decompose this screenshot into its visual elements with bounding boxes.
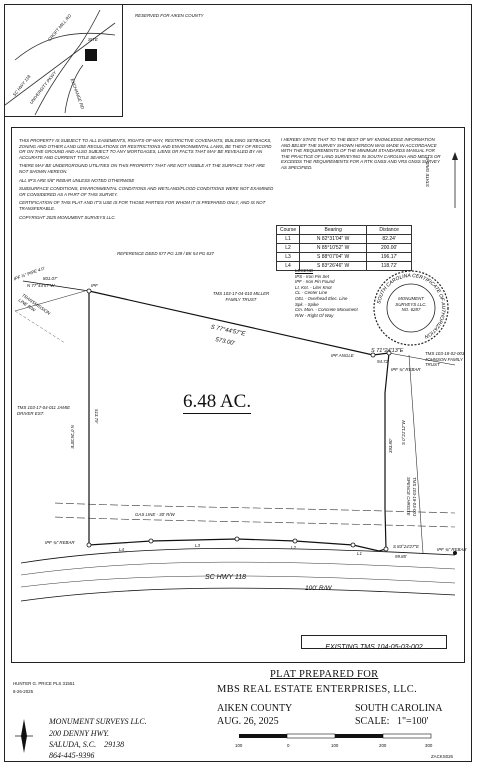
note-3: ALL IP'S ARE 5/8" REBAR UNLESS NOTED OTHERWISE xyxy=(19,177,135,183)
scale-tick-2: 100 xyxy=(331,743,339,748)
label-tms-left: TMS 103-17-04-011 JAMIE DRIVER EST. xyxy=(17,405,71,416)
company-name: MONUMENT SURVEYS LLC. xyxy=(49,717,147,726)
reference-deed: REFERENCE DEED 577 PG 139 / BK 54 PG 637 xyxy=(117,251,214,256)
north-arrow xyxy=(445,150,465,210)
legend-item: CL - Center Line xyxy=(295,290,328,296)
company-city: SALUDA, S.C. 29138 xyxy=(49,740,125,749)
line-bearing: S 83°26'46" W xyxy=(300,262,367,271)
seal-outer-text: SOUTH CAROLINA CERTIFICATE OF AUTHORIZATION xyxy=(376,272,447,340)
seal-line: MONUMENT xyxy=(398,296,424,301)
label-ipf-rebar-left: IPF ¾" REBAR xyxy=(45,540,75,545)
legend-item: IPS - Iron Pin Set xyxy=(295,273,329,279)
survey-date: 8-26-2025 xyxy=(13,689,34,694)
label-L4: L4 xyxy=(119,547,124,552)
table-row xyxy=(277,235,412,244)
existing-tms: EXISTING TMS 104-05-03-002 xyxy=(325,644,423,651)
label-gas-line: GAS LINE - 30' R/W xyxy=(135,512,175,517)
company-phone: 864-445-9396 xyxy=(49,751,95,760)
label-tms-right: TMS 103-18-02-003 JOHNSON FAMILY TRUST xyxy=(425,351,465,368)
legend-item: R/W - Right Of Way xyxy=(295,312,334,318)
legend-item: Spk. - Spike xyxy=(295,301,319,307)
certification-statement: I HEREBY STATE THAT TO THE BEST OF MY KNOWLEDGE INFORMATION AND BELIEF THE SURVEY SHOWN HEREON WAS MADE IN ACCORDANCE WITH THE REQUIREMENTS OF THE MINIMUM STANDARDS MANUAL FOR THE PRACTICE OF LAND SURVEYING IN SOUTH CAROLINA AND MEETS OR EXCEEDS THE REQUIREMENTS FOR A RTK GNSS AND VRS GNSS SURVEY AS SPECIFIED. xyxy=(281,137,441,170)
label-ipf-pipe: IPF ¾" PIPE 4.0' xyxy=(13,265,46,282)
plat-sheet xyxy=(4,4,472,762)
legend-title: LEGEND xyxy=(295,268,314,273)
line-bearing: N 82°31'04" W xyxy=(300,235,367,244)
line-course: L3 xyxy=(277,253,300,262)
road-label-univ: UNIVERSITY PKWY xyxy=(28,70,58,106)
line-distance: 118.72' xyxy=(367,262,412,271)
label-ipf-rebar-right: IPF ¾" REBAR xyxy=(391,367,421,372)
legend-item: Lt. Knt. - Liter Knot xyxy=(295,284,332,290)
line-distance: 82.24' xyxy=(367,235,412,244)
label-west-bearing: N 0°26'30"E xyxy=(70,425,75,449)
label-right-dist: 94.72' xyxy=(377,359,389,364)
scale-tick-1: 0 xyxy=(287,743,290,748)
company-street: 200 DENNY HWY. xyxy=(49,729,109,738)
county-label: AIKEN COUNTY xyxy=(217,703,293,714)
label-transmission: TRANSMISSION LINE R/W xyxy=(17,292,52,316)
road-label-croft: CROFT MILL RD xyxy=(46,13,73,43)
line-bearing: S 88°07'04" W xyxy=(300,253,367,262)
note-4: SUBSURFACE CONDITIONS, ENVIRONMENTAL CONDITIONS AND WETLAND/FLOOD CONDITIONS WERE NOT EXAMINED OR CONSIDERED AS A PART OF THIS SURVEY. xyxy=(19,186,274,197)
line-distance: 200.00' xyxy=(367,244,412,253)
note-5: CERTIFICATION OF THIS PLAT AND IT'S USE IS FOR THOSE PARTIES FOR WHOM IT IS PREPARED ONLY, AND IS NOT TRANSFERABLE. xyxy=(19,200,266,211)
scale-tick-4: 300 xyxy=(425,743,433,748)
state-grid-label: STATE GRID N xyxy=(425,156,430,187)
label-hwy: SC HWY 118 xyxy=(205,574,246,581)
legend-item: Cm. Mon. - Concrete Monument xyxy=(295,307,358,313)
site-label: SITE xyxy=(88,37,98,42)
existing-tms-box xyxy=(301,635,447,649)
label-tms-right2: TMS 103-18-03-001 SPENCE CHRISTE xyxy=(406,477,417,517)
vicinity-map xyxy=(5,5,123,117)
general-notes xyxy=(19,138,274,223)
scale-tick-3: 200 xyxy=(379,743,387,748)
label-top-bearing: S 77°44'57"E xyxy=(209,324,246,338)
line-table-header-distance: Distance xyxy=(367,226,412,235)
label-north-dist: 801.07' xyxy=(43,276,58,281)
seal-line: NO. 6287 xyxy=(401,307,421,313)
scale-label: SCALE: 1"=100' xyxy=(355,716,429,727)
surveyor-name: HUNTER G. PRICE PLS 31551 xyxy=(13,681,75,686)
line-table-header-bearing: Bearing xyxy=(300,226,367,235)
note-2: THERE MAY BE UNDERGROUND UTILITIES ON THIS PROPERTY THAT ARE NOT VISIBLE AT THE SURFACE THAT ARE NOT SHOWN HEREON. xyxy=(19,163,265,174)
label-se-bearing: S 83°24'27"E xyxy=(393,544,419,549)
label-east-dist: 393.80' xyxy=(388,438,393,453)
note-6: COPYRIGHT 2025 MONUMENT SURVEYS LLC. xyxy=(19,214,116,220)
label-ipf-top: IPF xyxy=(91,283,98,288)
date-label: AUG. 26, 2025 xyxy=(217,716,279,727)
label-west-dist: 513.79' xyxy=(94,409,99,424)
line-course: L1 xyxy=(277,235,300,244)
line-course: L4 xyxy=(277,262,300,271)
label-L3: L3 xyxy=(195,543,200,548)
label-se-dist: 99.85' xyxy=(395,554,407,559)
title-line-2: MBS REAL ESTATE ENTERPRISES, LLC. xyxy=(217,684,418,695)
line-course: L2 xyxy=(277,244,300,253)
site-marker xyxy=(85,49,97,61)
legend-item: OEL - Overhead Elec. Line xyxy=(295,295,348,301)
label-L2: L2 xyxy=(291,545,296,550)
road-label-hwy: SC HWY 118 xyxy=(11,73,32,98)
scale-bar xyxy=(237,732,437,742)
reserved-label: RESERVED FOR AIKEN COUNTY xyxy=(135,13,204,18)
label-tms-top: TMS 103-17-04-010 MILLER FAMILY TRUST xyxy=(212,291,270,302)
label-right-bearing: S 71°24'13"E xyxy=(371,348,404,354)
line-distance: 196.17' xyxy=(367,253,412,262)
legend-item: IPF - Iron Pin Found xyxy=(295,279,335,285)
label-L1: L1 xyxy=(357,551,362,556)
line-bearing: N 85°10'52" W xyxy=(300,244,367,253)
label-north-bearing: N 77°44'57"W xyxy=(27,283,55,288)
acreage-label: 6.48 AC. xyxy=(183,391,252,412)
line-table-header-course: Course xyxy=(277,226,300,235)
scale-tick-0: 100 xyxy=(235,743,243,748)
label-east-bearing: S 0°21'12"W xyxy=(401,420,406,445)
road-label-exchange: EXCHANGE RD xyxy=(69,77,86,110)
label-ipf-rebar-bottom: IPF ¾" REBAR xyxy=(437,547,467,552)
seal-line: SURVEYS LLC. xyxy=(395,301,427,307)
note-1: THIS PROPERTY IS SUBJECT TO ALL EASEMENTS, RIGHTS-OF-WAY, RESTRICTIVE COVENANTS, BUILDING SETBACKS, ZONING AND OTHER LAND USE REGULATIONS OR RESTRICTIONS AND ENVIRONMENTAL LAWS, BE THEY OF RECORD OR ON THE GROUND AND ALSO SUBJECT TO ANY MORTGAGES, LIENS OR FACTS THAT MAY BE REVEALED BY AN ACCURATE AND CURRENT TITLE SEARCH. xyxy=(19,138,272,160)
job-number: ZACKS026 xyxy=(431,754,453,759)
label-top-dist: 573.00' xyxy=(214,337,236,347)
label-ipf-angle: IPF ANGLE xyxy=(331,353,354,358)
compass-logo-icon xyxy=(15,719,33,753)
title-line-1: PLAT PREPARED FOR xyxy=(270,669,379,680)
state-label: SOUTH CAROLINA xyxy=(355,703,443,714)
label-row: 100' R/W xyxy=(305,585,332,592)
